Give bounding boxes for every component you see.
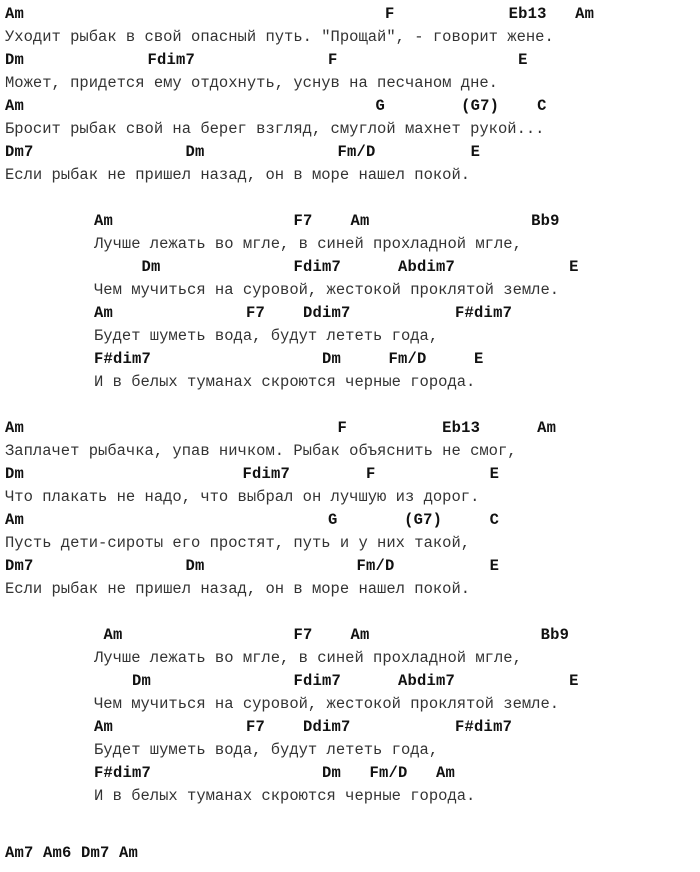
lyric-line: Уходит рыбак в свой опасный путь. "Прощай", - говорит жене.: [5, 28, 554, 46]
lyric-line: Будет шуметь вода, будут лететь года,: [94, 327, 439, 345]
chord-line: Am F Eb13 Am: [5, 5, 595, 23]
outro-chords: Am7 Am6 Dm7 Am: [5, 844, 139, 862]
lyric-line: И в белых туманах скроются черные города.: [94, 373, 476, 391]
chord-line: F#dim7 Dm Fm/D E: [94, 350, 484, 368]
chord-line: Am G (G7) C: [5, 511, 500, 529]
lyric-line: Лучше лежать во мгле, в синей прохладной мгле,: [94, 235, 522, 253]
lyric-line: Может, придется ему отдохнуть, уснув на песчаном дне.: [5, 74, 498, 92]
chord-line: Am F7 Am Bb9: [94, 626, 570, 644]
chord-line: Dm7 Dm Fm/D E: [5, 557, 500, 575]
lyric-line: Если рыбак не пришел назад, он в море нашел покой.: [5, 166, 471, 184]
chord-line: Dm7 Dm Fm/D E: [5, 143, 481, 161]
chord-line: Am F7 Ddim7 F#dim7: [94, 718, 513, 736]
chord-line: Dm Fdim7 F E: [5, 51, 528, 69]
lyric-line: Бросит рыбак свой на берег взгляд, смуглой махнет рукой...: [5, 120, 545, 138]
lyric-line: Будет шуметь вода, будут лететь года,: [94, 741, 439, 759]
lyric-line: Чем мучиться на суровой, жестокой проклятой земле.: [94, 695, 560, 713]
lyric-line: Заплачет рыбачка, упав ничком. Рыбак объяснить не смог,: [5, 442, 517, 460]
lyric-line: Если рыбак не пришел назад, он в море нашел покой.: [5, 580, 471, 598]
chord-line: F#dim7 Dm Fm/D Am: [94, 764, 456, 782]
chord-line: Am F7 Ddim7 F#dim7: [94, 304, 513, 322]
chord-line: Dm Fdim7 F E: [5, 465, 500, 483]
lyric-line: Лучше лежать во мгле, в синей прохладной мгле,: [94, 649, 522, 667]
lyric-line: Что плакать не надо, что выбрал он лучшую из дорог.: [5, 488, 480, 506]
lyric-line: Чем мучиться на суровой, жестокой проклятой земле.: [94, 281, 560, 299]
chord-line: Am F7 Am Bb9: [94, 212, 560, 230]
chord-line: Am G (G7) C: [5, 97, 547, 115]
lyric-line: И в белых туманах скроются черные города.: [94, 787, 476, 805]
chord-line: Dm Fdim7 Abdim7 E: [94, 258, 579, 276]
lyric-line: Пусть дети-сироты его простят, путь и у них такой,: [5, 534, 471, 552]
chord-line: Dm Fdim7 Abdim7 E: [94, 672, 579, 690]
chord-line: Am F Eb13 Am: [5, 419, 557, 437]
